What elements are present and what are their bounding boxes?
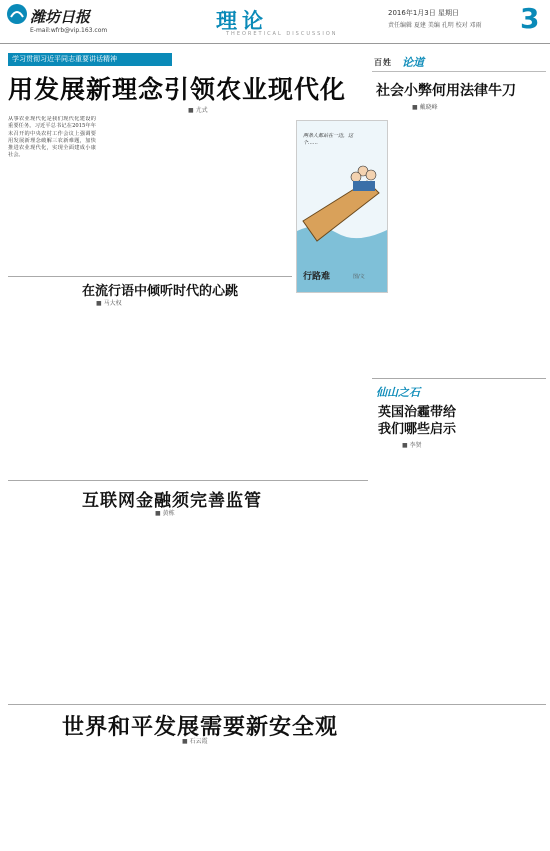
mid-body-col-2 [101,310,191,478]
masthead [0,0,550,44]
peace-body-col-4 [278,748,364,848]
mid-headline: 在流行语中倾听时代的心跳 [82,284,239,299]
sidebar-headline-2 [378,404,456,438]
finance-body-col-4 [278,520,368,702]
newspaper-logo-icon [6,3,28,25]
divider [8,276,292,277]
lead-headline: 用发展新理念引领农业现代化 [8,75,347,104]
sidebar-headline: 社会小弊何用法律牛刀 [376,83,516,99]
issue-date: 2016年1月3日 星期日 [388,9,459,17]
peace-byline: ■ 石云霞 [182,738,208,745]
sidebar-label: 百姓 [374,58,392,67]
divider [372,378,546,379]
sidebar-label-bar [372,52,546,72]
lead-body-col-2 [101,116,191,276]
sidebar-body-col-1 [374,116,458,376]
sidebar-byline: ■ 戴晓峰 [412,104,438,111]
mid-body-col-3 [196,310,292,478]
paper-email: E-mail:wfrb@vip.163.com [30,27,108,34]
peace-headline: 世界和平发展需要新安全观 [62,715,339,740]
peace-body-col-3 [188,748,274,848]
sidebar-byline-2: ■ 李贤 [402,442,422,449]
divider [8,480,368,481]
sidebar-body-col-3 [374,452,458,666]
peace-body-col-1 [8,748,94,848]
sidebar-body-col-2 [462,116,546,376]
mid-body-col-1 [8,310,96,478]
peace-body-col-2 [98,748,184,848]
sidebar-label-accent: 论道 [402,56,424,69]
cartoon-credit: 图/文 [353,274,365,280]
section-title: 理论 [216,8,268,33]
finance-body-col-3 [188,520,274,702]
sidebar-small-label: 仙山之石 [376,386,420,399]
finance-headline: 互联网金融须完善监管 [82,491,262,511]
lead-body-col-1: 从事农业现代化是我们现代化建设的重要任务。习近平总书记在2015年年末召开的中央农村工作会议上强调要用发展新理念破解三农新难题，加快推进农业现代化，实现全面建成小康社会。 [8,116,96,159]
finance-body-col-2 [98,520,184,702]
section-subtitle: THEORETICAL DISCUSSION [226,31,338,37]
page-number: 3 [520,2,540,35]
cartoon-speech: 两条人都站在一边，这个…… [303,133,354,146]
mid-byline: ■ 马大权 [96,300,122,307]
sidebar-body-col-4 [462,452,546,666]
lead-kicker: 学习贯彻习近平同志重要讲话精神 [8,53,172,66]
staff-credits: 责任编辑 夏建 美编 孔明 校对 邓雨 [388,22,482,29]
lead-body-col-3 [196,116,292,276]
paper-name: 潍坊日报 [30,8,91,26]
lead-byline: ■ 尤式 [188,107,208,114]
cartoon-caption: 行路难 [303,272,331,282]
finance-byline: ■ 黄栋 [155,510,175,517]
sidebar-headline-2-line-2: 我们哪些启示 [378,422,457,437]
peace-body-col-5 [368,672,454,848]
sidebar-headline-2-line-1: 英国治霾带给 [378,405,457,420]
peace-body-col-6 [458,672,546,848]
finance-body-col-1 [8,520,94,702]
